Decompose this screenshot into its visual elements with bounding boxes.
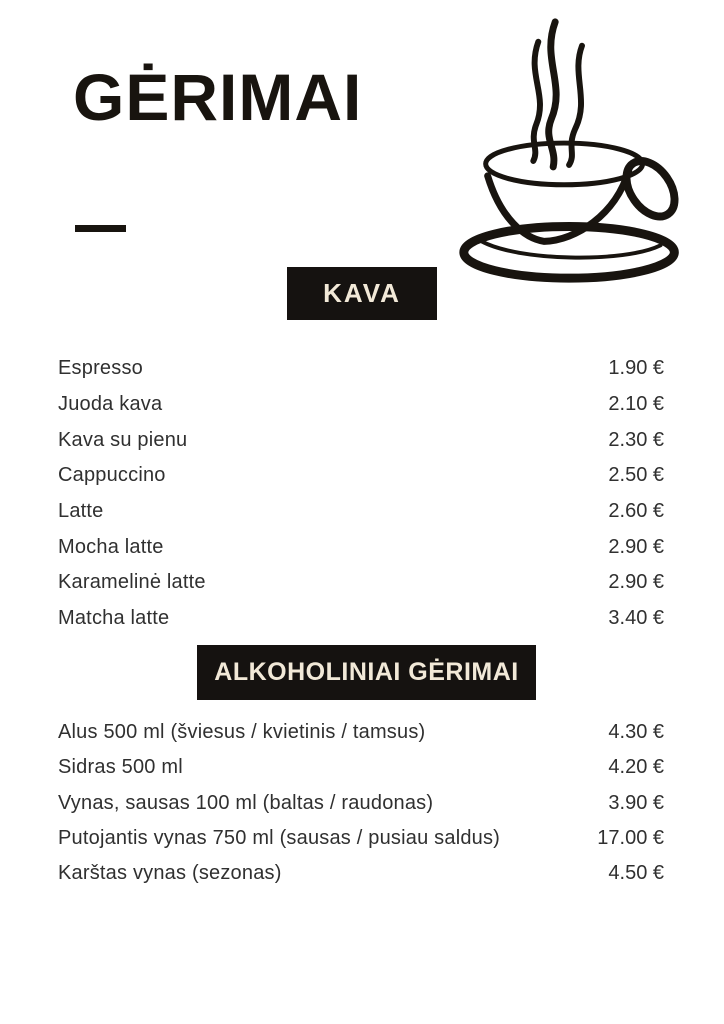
menu-item-price: 2.60 € [608, 500, 664, 523]
menu-item-price: 4.30 € [608, 721, 664, 744]
menu-item-row [58, 750, 664, 785]
menu-list-alkoholiniai-gerimai [58, 715, 664, 891]
menu-item-name: Juoda kava [58, 393, 163, 416]
menu-item-price: 2.30 € [608, 428, 664, 451]
menu-item-row [58, 529, 664, 565]
section-header-kava: KAVA [287, 267, 437, 320]
menu-item-row [58, 351, 664, 387]
menu-item-price: 17.00 € [597, 827, 664, 850]
menu-item-row [58, 601, 664, 637]
menu-item-name: Mocha latte [58, 535, 164, 558]
menu-item-price: 2.10 € [608, 393, 664, 416]
menu-item-price: 3.90 € [608, 791, 664, 814]
menu-item-name: Latte [58, 500, 104, 523]
menu-item-price: 4.20 € [608, 756, 664, 779]
menu-item-price: 1.90 € [608, 357, 664, 380]
menu-item-name: Karštas vynas (sezonas) [58, 862, 282, 885]
menu-item-price: 2.50 € [608, 464, 664, 487]
menu-item-row [58, 821, 664, 856]
menu-item-row [58, 715, 664, 750]
menu-item-name: Espresso [58, 357, 143, 380]
menu-item-name: Kava su pienu [58, 428, 188, 451]
menu-item-name: Sidras 500 ml [58, 756, 183, 779]
menu-item-price: 4.50 € [608, 862, 664, 885]
coffee-cup-steam-saucer-icon [452, 10, 710, 298]
menu-item-price: 2.90 € [608, 571, 664, 594]
menu-item-name: Vynas, sausas 100 ml (baltas / raudonas) [58, 791, 434, 814]
menu-item-name: Putojantis vynas 750 ml (sausas / pusiau saldus) [58, 827, 501, 850]
menu-item-name: Matcha latte [58, 607, 170, 630]
menu-item-name: Alus 500 ml (šviesus / kvietinis / tamsus) [58, 721, 426, 744]
menu-item-name: Karamelinė latte [58, 571, 206, 594]
menu-list-kava [58, 351, 664, 637]
menu-item-name: Cappuccino [58, 464, 166, 487]
menu-item-row [58, 422, 664, 458]
menu-item-row [58, 387, 664, 423]
menu-item-row [58, 458, 664, 494]
menu-item-row [58, 494, 664, 530]
page-title: GĖRIMAI [73, 60, 363, 134]
menu-item-row [58, 856, 664, 891]
menu-item-price: 2.90 € [608, 535, 664, 558]
menu-item-row [58, 786, 664, 821]
menu-item-row [58, 565, 664, 601]
section-header-alkoholiniai-gerimai: ALKOHOLINIAI GĖRIMAI [197, 645, 536, 700]
menu-item-price: 3.40 € [608, 607, 664, 630]
title-dash-rule [75, 225, 126, 232]
